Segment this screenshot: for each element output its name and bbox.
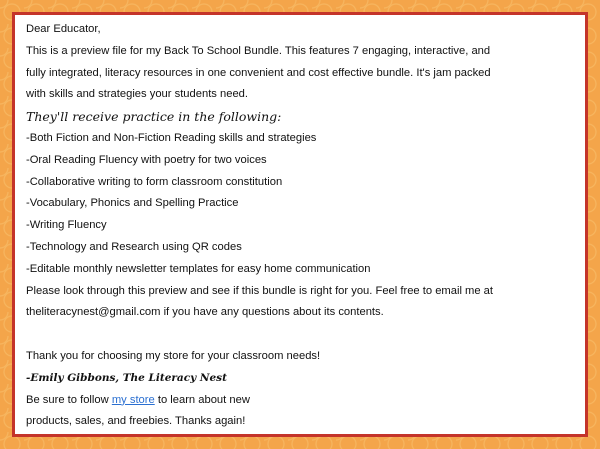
greeting: Dear Educator, <box>26 23 101 35</box>
follow-text-before: Be sure to follow <box>26 393 112 406</box>
intro-line-1: This is a preview file for my Back To School Bundle. This features 7 engaging, interactive, and <box>26 44 491 57</box>
list-item: -Collaborative writing to form classroom constitution <box>26 175 283 188</box>
list-item: -Vocabulary, Phonics and Spelling Practice <box>26 197 239 210</box>
closing-line: products, sales, and freebies. Thanks again! <box>26 415 246 428</box>
list-item: -Oral Reading Fluency with poetry for two voices <box>26 153 267 166</box>
outro-line-2: theliteracynest@gmail.com if you have any questions about its contents. <box>26 306 384 319</box>
blank-line <box>26 324 577 346</box>
follow-text-after: to learn about new <box>154 393 250 406</box>
list-item: -Both Fiction and Non-Fiction Reading skills and strategies <box>26 131 317 144</box>
letter-card <box>12 12 588 437</box>
list-item: -Technology and Research using QR codes <box>26 240 242 253</box>
follow-line <box>26 390 577 412</box>
practice-heading: They'll receive practice in the following: <box>26 109 282 125</box>
signature: -Emily Gibbons, The Literacy Nest <box>26 371 227 384</box>
list-item: -Editable monthly newsletter templates for easy home communication <box>26 262 371 275</box>
intro-line-3: with skills and strategies your students need. <box>26 88 249 101</box>
intro-line-2: fully integrated, literacy resources in one convenient and cost effective bundle. It's jam packed <box>26 66 491 79</box>
my-store-link[interactable]: my store <box>111 393 155 406</box>
outro-line-1: Please look through this preview and see if this bundle is right for you. Feel free to email me at <box>26 284 494 297</box>
list-item: -Writing Fluency <box>26 219 107 232</box>
thanks-line: Thank you for choosing my store for your classroom needs! <box>26 349 321 362</box>
